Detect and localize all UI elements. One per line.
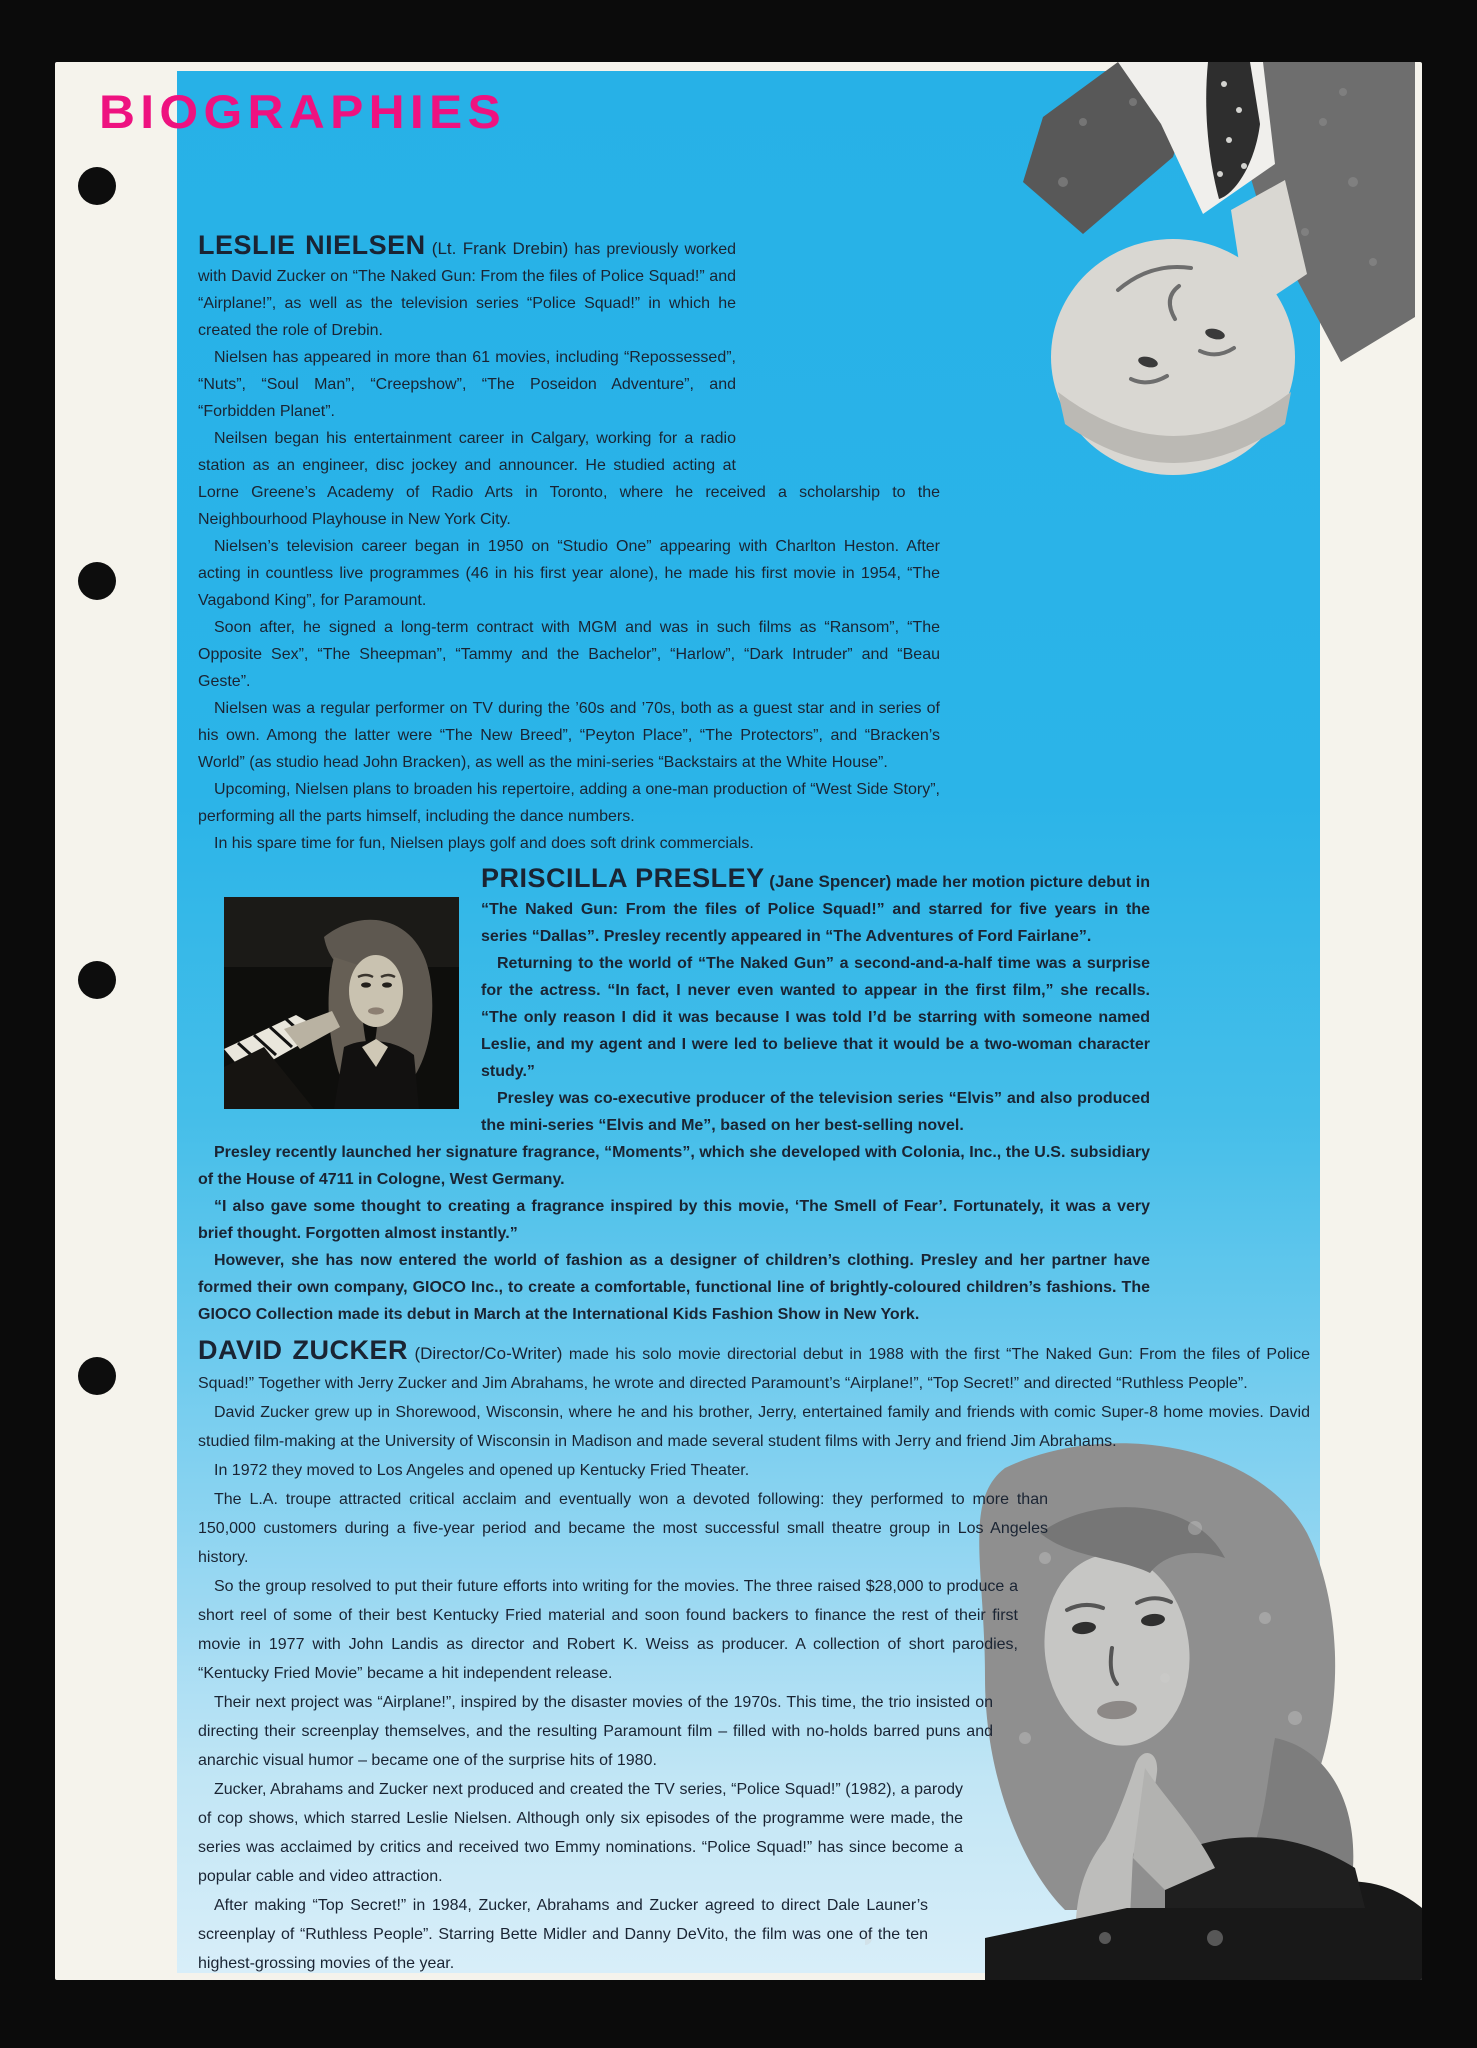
bio-role: (Lt. Frank Drebin) [431,239,569,258]
bio-paragraph: Neilsen began his entertainment career in Calgary, working for a radio station as an engineer, disc jockey and announcer. He studied acting at Lorne Greene’s Academy of Radio Arts in Toronto, where he received a scholarship to the Neighbourhood Playhouse in New York City. [198,430,940,528]
biography-text-column [198,232,1310,1980]
punch-hole [78,167,116,205]
presley-piano-art [224,897,459,1109]
text-wrap-spacer [1005,1690,1310,1775]
bio-lead-paragraph [198,1336,1310,1398]
text-wrap-spacer [1060,1485,1310,1570]
bio-paragraph: Their next project was “Airplane!”, inspired by the disaster movies of the 1970s. This time, the trio insisted on directing their screenplay themselves, and the resulting Paramount film – filled with no-holds barred puns and anarchic visual humor – became one of the surprise hits of 1980. [198,1694,993,1769]
section-david-zucker [198,1336,1310,1978]
bio-intro-text: made his solo movie directorial debut in 1988 with the first “The Naked Gun: From the files of Police Squad!” Together with Jerry Zucker and Jim Abrahams, he wrote and directed Paramount’s “Airplane!”, “Top Secret!” and directed “Ruthless People”. [198,1346,1311,1392]
bio-name: DAVID ZUCKER [198,1335,408,1365]
bio-paragraph: Nielsen was a regular performer on TV during the ’60s and ’70s, both as a guest star and in series of his own. Among the latter were “The New Breed”, “Peyton Place”, “The Protectors”, and “Bracken’s World” (as studio head John Bracken), as well as the mini-series “Backstairs at the White House”. [198,700,940,771]
bio-intro-text: made her motion picture debut in “The Naked Gun: From the files of Police Squad!” and starred for five years in the series “Dallas”. Presley recently appeared in “The Adventures of Ford Fairlane”. [481,874,1150,945]
page-title: BIOGRAPHIES [99,85,507,138]
bio-paragraph: Upcoming, Nielsen plans to broaden his repertoire, adding a one-man production of “West Side Story”, performing all the parts himself, including the dance numbers. [198,781,940,825]
bio-paragraph: Zucker, Abrahams and Zucker next produced and created the TV series, “Police Squad!” (1982), a parody of cop shows, which starred Leslie Nielsen. Although only six episodes of the programme were made, the series was acclaimed by critics and received two Emmy nominations. “Police Squad!” has since become a popular cable and video attraction. [198,1781,963,1885]
bio-paragraph: Returning to the world of “The Naked Gun” a second-and-a-half time was a surprise for the actress. “In fact, I never even wanted to appear in the first film,” she recalls. “The only reason I did it was because I was told I’d be starring with someone named Leslie, and my agent and I were led to believe that it would be a two-woman character study.” [481,955,1150,1080]
text-wrap-spacer [1030,1574,1310,1686]
bio-role: (Jane Spencer) [769,872,892,891]
bio-paragraph: Nielsen has appeared in more than 61 movies, including “Repossessed”, “Nuts”, “Soul Man”, “Creepshow”, “The Poseidon Adventure”, and “Forbidden Planet”. [198,349,736,420]
punch-hole [78,961,116,999]
bio-name: LESLIE NIELSEN [198,230,426,260]
text-wrap-spacer [750,232,940,467]
bio-paragraph: Presley recently launched her signature fragrance, “Moments”, which she developed with Colonia, Inc., the U.S. subsidiary of the House of 4711 in Cologne, West Germany. [198,1144,1150,1188]
bio-role: (Director/Co-Writer) [414,1344,563,1363]
bio-name: PRISCILLA PRESLEY [481,863,765,893]
section-priscilla-presley [198,865,1150,1328]
priscilla-presley-piano-photo [224,897,459,1109]
bio-paragraph: Nielsen’s television career began in 1950 on “Studio One” appearing with Charlton Heston. After acting in countless live programmes (46 in his first year alone), he made his first movie in 1954, “The Vagabond King”, for Paramount. [198,538,940,609]
bio-paragraph: After making “Top Secret!” in 1984, Zucker, Abrahams and Zucker agreed to direct Dale Launer’s screenplay of “Ruthless People”. Starring Bette Midler and Danny DeVito, the film was one of the ten highest-grossing movies of the year. [198,1897,928,1972]
bio-paragraph: Presley was co-executive producer of the television series “Elvis” and also produced the mini-series “Elvis and Me”, based on her best-selling novel. [481,1090,1150,1134]
bio-intro-text: has previously worked with David Zucker on “The Naked Gun: From the files of Police Squad!” and “Airplane!”, as well as the television series “Police Squad!” in which he created the role of Drebin. [198,241,737,339]
section-leslie-nielsen [198,232,940,857]
bio-paragraph: So the group resolved to put their future efforts into writing for the movies. The three raised $28,000 to produce a short reel of some of their best Kentucky Fried material and soon found backers to finance the rest of their first movie in 1977 with John Landis as director and Robert K. Weiss as producer. A collection of short parodies, “Kentucky Fried Movie” became a hit independent release. [198,1578,1018,1682]
paper-sheet [55,62,1422,1980]
punch-hole [78,1357,116,1395]
text-wrap-spacer [975,1779,1310,1889]
bio-paragraph: However, she has now entered the world of fashion as a designer of children’s clothing. Presley and her partner have formed their own company, GIOCO Inc., to create a comfortable, functional line of brightly-coloured children’s fashions. The GIOCO Collection made its debut in March at the International Kids Fashion Show in New York. [198,1252,1150,1323]
bio-paragraph: In 1972 they moved to Los Angeles and opened up Kentucky Fried Theater. [214,1462,750,1479]
text-wrap-spacer [940,1893,1310,1978]
bio-paragraph: In his spare time for fun, Nielsen plays golf and does soft drink commercials. [214,835,754,852]
bio-paragraph: The L.A. troupe attracted critical acclaim and eventually won a devoted following: they performed to more than 150,000 customers during a five-year period and became the most successful small theatre group in Los Angeles history. [198,1491,1048,1566]
bio-paragraph: David Zucker grew up in Shorewood, Wisconsin, where he and his brother, Jerry, entertained family and friends with comic Super-8 home movies. David studied film-making at the University of Wisconsin in Madison and made several student films with Jerry and friend Jim Abrahams. [198,1404,1310,1450]
bio-paragraph: “I also gave some thought to creating a fragrance inspired by this movie, ‘The Smell of Fear’. Fortunately, it was a very brief thought. Forgotten almost instantly.” [198,1198,1150,1242]
punch-hole [78,562,116,600]
bio-paragraph: Soon after, he signed a long-term contract with MGM and was in such films as “Ransom”, “The Opposite Sex”, “The Sheepman”, “Tammy and the Bachelor”, “Harlow”, “Dark Intruder” and “Beau Geste”. [198,619,940,690]
